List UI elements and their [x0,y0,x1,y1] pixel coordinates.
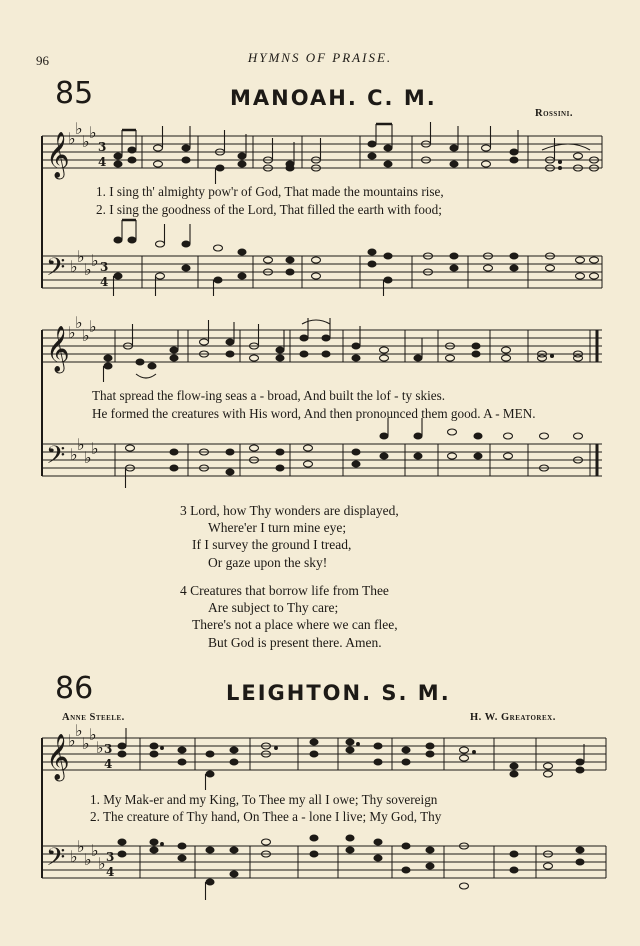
music-system-2 [0,310,640,500]
author-credit: Anne Steele. [62,712,125,723]
svg-text:♭: ♭ [75,313,83,332]
svg-text:𝄞: 𝄞 [46,132,70,178]
svg-text:𝄢: 𝄢 [46,441,66,476]
svg-text:♭: ♭ [91,439,99,458]
verse-line: Where'er I turn mine eye; [208,520,347,536]
verse-line: There's not a place where we can flee, [192,617,398,633]
svg-text:♭: ♭ [70,847,78,866]
composer-credit: H. W. Greatorex. [470,712,556,723]
verse-line: 4 Creatures that borrow life from Thee [180,583,389,598]
svg-text:3: 3 [98,140,107,154]
svg-text:♭: ♭ [82,132,90,151]
svg-text:♭: ♭ [89,317,97,336]
svg-text:♭: ♭ [77,435,85,454]
svg-text:♭: ♭ [91,841,99,860]
verse-line: Or gaze upon the sky! [208,554,328,570]
verse-line: Are subject to Thy care; [208,600,339,616]
svg-text:♭: ♭ [77,837,85,856]
lyric-line: 1. My Mak-er and my King, To Thee my all I owe; Thy sovereign [90,792,438,807]
verse-3 [180,502,399,571]
music-system-3 [0,724,640,946]
lyric-line: That spread the flow-ing seas a - broad, And built the lof - ty skies. [92,388,446,403]
svg-text:♭: ♭ [91,251,99,270]
svg-text:♭: ♭ [89,725,97,744]
svg-text:3: 3 [106,850,115,864]
lyric-line: He formed the creatures with His word, And then pronounced them good. A - MEN. [92,406,536,421]
hymn-number: 85 [55,76,94,111]
lyric-line: 2. I sing the goodness of the Lord, That filled the earth with food; [96,202,442,217]
svg-text:4: 4 [104,757,113,771]
svg-text:𝄢: 𝄢 [46,253,66,288]
svg-text:♭: ♭ [75,724,83,740]
svg-text:♭: ♭ [84,260,92,279]
svg-text:3: 3 [104,742,113,756]
svg-text:4: 4 [98,155,107,169]
hymn-title: LEIGHTON. S. M. [226,681,451,705]
svg-text:♭: ♭ [68,129,76,148]
svg-text:♭: ♭ [89,123,97,142]
svg-text:♭: ♭ [68,323,76,342]
svg-text:♭: ♭ [96,738,104,757]
svg-text:♭: ♭ [82,326,90,345]
running-title: HYMNS OF PRAISE. [247,50,393,65]
svg-text:3: 3 [100,260,109,274]
svg-text:♭: ♭ [68,731,76,750]
svg-text:4: 4 [106,865,115,879]
svg-text:♭: ♭ [84,448,92,467]
verse-line: But God is present there. Amen. [208,634,382,650]
svg-text:♭: ♭ [82,734,90,753]
verse-4 [180,582,398,651]
svg-text:♭: ♭ [70,445,78,464]
verse-line: If I survey the ground I tread, [192,537,352,553]
lyric-line: 2. The creature of Thy hand, On Thee a - lone I live; My God, Thy [90,809,442,824]
svg-text:4: 4 [100,275,109,289]
svg-text:𝄞: 𝄞 [46,326,70,372]
svg-text:♭: ♭ [98,854,106,873]
page-number: 96 [36,53,49,68]
svg-text:♭: ♭ [77,247,85,266]
svg-text:♭: ♭ [70,257,78,276]
svg-text:𝄞: 𝄞 [46,734,70,780]
lyric-line: 1. I sing th' almighty pow'r of God, That made the mountains rise, [96,184,444,199]
svg-text:♭: ♭ [84,850,92,869]
svg-text:𝄢: 𝄢 [46,843,66,878]
hymn-title: MANOAH. C. M. [230,86,437,110]
svg-text:♭: ♭ [75,120,83,138]
verse-line: 3 Lord, how Thy wonders are displayed, [180,503,399,518]
composer-credit: Rossini. [535,108,573,119]
hymn-number: 86 [55,671,94,706]
